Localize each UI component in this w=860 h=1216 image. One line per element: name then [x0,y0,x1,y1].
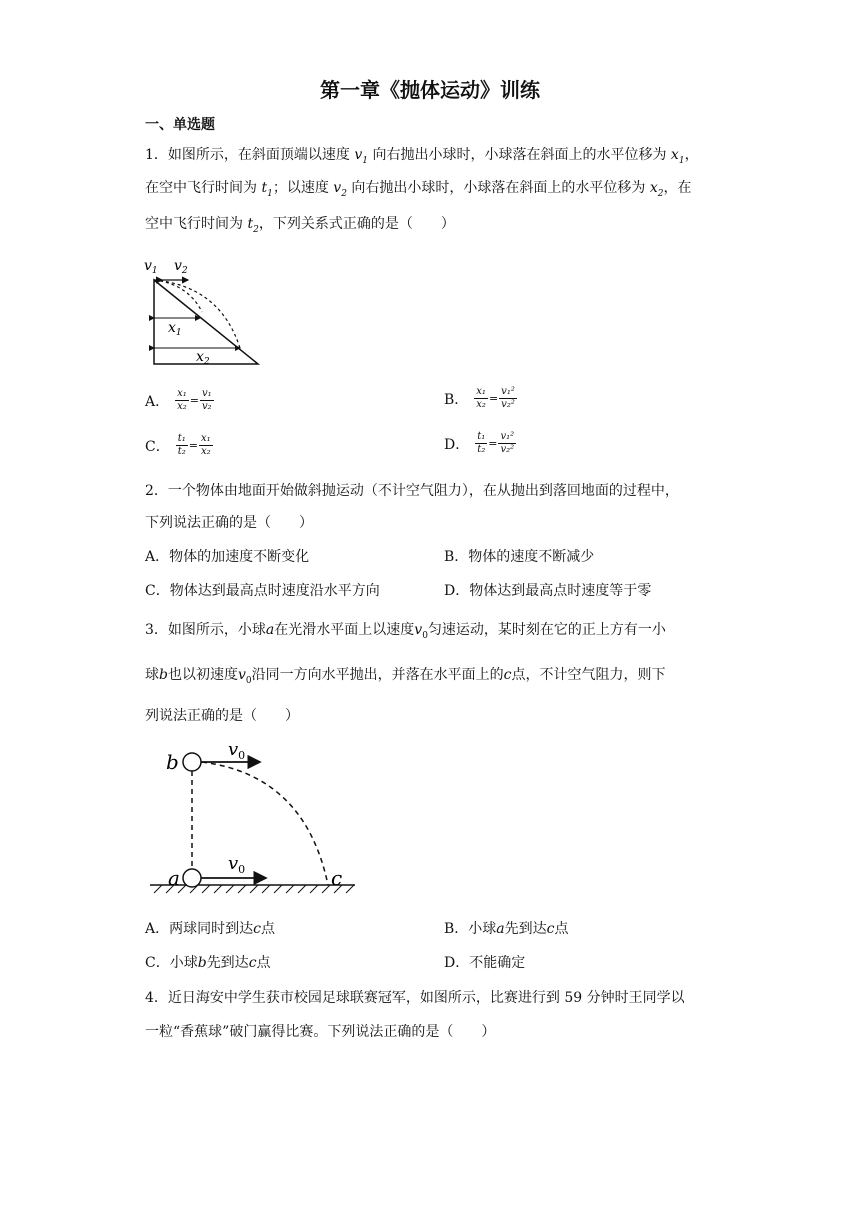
q3-option-a: A．两球同时到达c点 [145,921,275,937]
q1-line1: 1．如图所示，在斜面顶端以速度 $v_1$ 向右抛出小球时，小球落在斜面上的水平位移为 $x_1$， [145,147,699,166]
ground-hatching [154,885,354,893]
q2-option-d: D．物体达到最高点时速度等于零 [444,583,652,599]
q1-option-b: B． $\frac{\text{x₁}}{\text{x₂}}$ = $\frac{\text{v₁²}}{\text{v₂²}}$ [444,386,515,410]
ball-b [183,753,201,771]
q2-option-c: C．物体达到最高点时速度沿水平方向 [145,583,380,599]
fig-x1-label: $x_1$ [168,320,182,338]
fig-v1-label: $v_1$ [144,258,158,276]
q1-line2: 在空中飞行时间为 $t_1$；以速度 $v_2$ 向右抛出小球时，小球落在斜面上的水平位移为 $x_2$，在 [145,180,692,199]
q1-option-d: D． $\frac{\text{t₁}}{\text{t₂}}$ = $\frac{\text{v₁²}}{\text{v₂²}}$ [444,431,515,455]
fig-v0-bottom: $v_0$ [228,853,246,876]
page-title: 第一章《抛体运动》训练 [320,78,540,102]
q4-line2: 一粒“香蕉球”破门赢得比赛。下列说法正确的是（ ） [145,1024,496,1040]
fig-x2-label: $x_2$ [196,349,210,367]
q1-option-c: C． $\frac{\text{t₁}}{\text{t₂}}$ = $\frac{\text{x₁}}{\text{x₂}}$ [145,433,211,457]
q3-line2: 球b也以初速度$v_0$沿同一方向水平抛出，并落在水平面上的c点，不计空气阻力，则下 [145,667,666,686]
fig-label-c: c [331,866,343,890]
q3-option-d: D．不能确定 [444,955,526,971]
q2-line2: 下列说法正确的是（ ） [145,515,313,531]
q1-incline-figure [140,256,270,368]
q3-line3: 列说法正确的是（ ） [145,708,299,724]
fig-v0-top: $v_0$ [228,739,246,762]
ball-a [183,869,201,887]
q1-option-a: A． $\frac{\text{x₁}}{\text{x₂}}$ = $\frac{\text{v₁}}{\text{v₂}}$ [145,388,212,412]
fig-v2-label: $v_2$ [174,258,188,276]
q3-line1: 3．如图所示，小球a在光滑水平面上以速度$v_0$匀速运动，某时刻在它的正上方有一小 [145,622,666,641]
fig-label-a: a [168,866,180,890]
q2-line1: 2．一个物体由地面开始做斜抛运动（不计空气阻力），在从抛出到落回地面的过程中， [145,483,679,499]
q2-option-a: A．物体的加速度不断变化 [145,549,310,565]
trajectory [202,762,328,885]
q3-option-b: B．小球a先到达c点 [444,921,569,937]
q3-option-c: C．小球b先到达c点 [145,955,271,971]
q3-projectile-figure [140,735,365,900]
q2-option-b: B．物体的速度不断减少 [444,549,595,565]
fig-label-b: b [166,750,179,774]
q1-line3: 空中飞行时间为 $t_2$，下列关系式正确的是（ ） [145,216,455,235]
q4-line1: 4．近日海安中学生获市校园足球联赛冠军，如图所示，比赛进行到 59 分钟时王同学以 [145,990,685,1006]
section-heading: 一、单选题 [145,117,215,133]
